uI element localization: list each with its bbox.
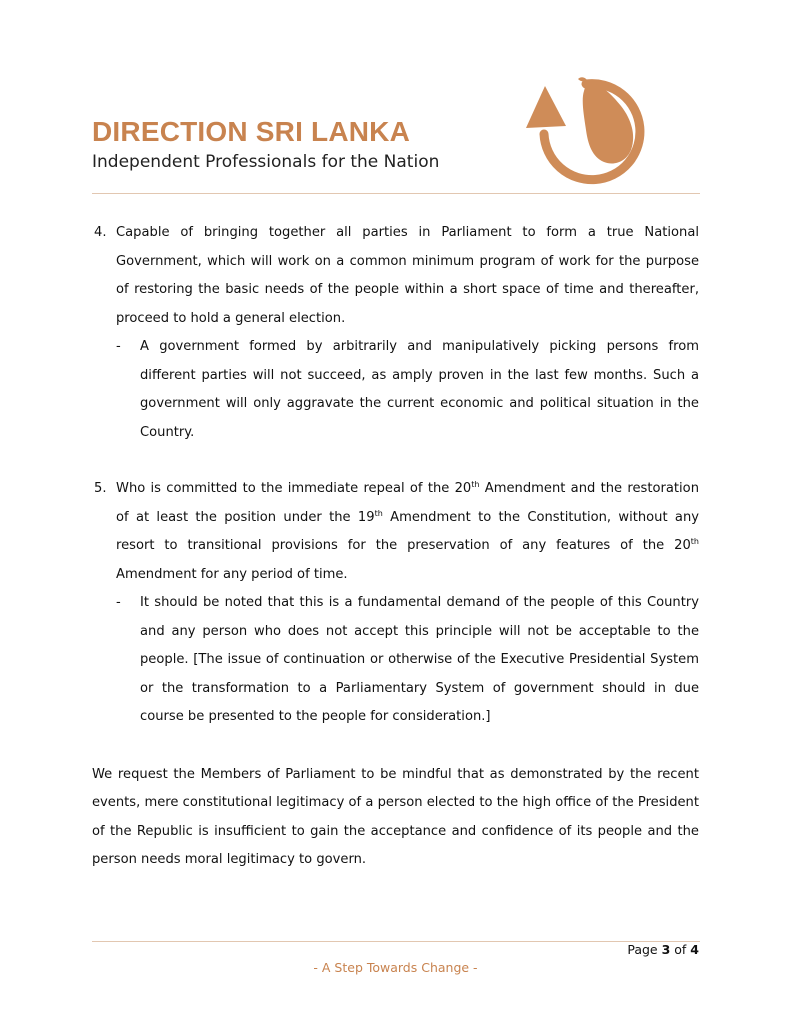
letterhead — [92, 116, 439, 172]
sub-point — [92, 333, 699, 447]
organization-name: DIRECTION SRI LANKA — [92, 116, 411, 147]
list-number: 4. — [94, 225, 107, 240]
sri-lanka-circular-arrow-icon — [518, 64, 658, 188]
list-item-text: Who is committed to the immediate repeal of the 20th Amendment and the restoration of at least the position under the 19th Amendment to the Constitution, without any resort to transitional provisions for the preservation of any features of the 20th Amendment for any period of time. — [116, 480, 700, 582]
sub-point-text: A government formed by arbitrarily and manipulatively picking persons from different parties will not succeed, as amply proven in the last few months. Such a government will only aggravate the current economic and political situation in the Country. — [140, 339, 699, 440]
list-item-4 — [92, 219, 699, 333]
dash-bullet: - — [116, 595, 121, 610]
footer-divider — [92, 941, 700, 942]
header-divider — [92, 193, 700, 194]
page-number: Page 3 of 4 — [627, 942, 699, 957]
list-item-5 — [92, 475, 699, 589]
list-item-text: Capable of bringing together all parties in Parliament to form a true National Government, which will work on a common minimum program of work for the purpose of restoring the basic needs of the people within a short space of time and thereafter, proceed to hold a general election. — [116, 225, 699, 326]
closing-paragraph: We request the Members of Parliament to be mindful that as demonstrated by the recent events, mere constitutional legitimacy of a person elected to the high office of the President of the Republic is insufficient to gain the acceptance and confidence of its people and the person needs moral legitimacy to govern. — [92, 766, 699, 867]
document-body — [92, 219, 699, 875]
organization-tagline: Independent Professionals for the Nation — [92, 152, 440, 172]
sub-point — [92, 589, 699, 732]
list-number: 5. — [94, 481, 107, 496]
sub-point-text: It should be noted that this is a fundamental demand of the people of this Country and any person who does not accept this principle will not be acceptable to the people. [The issue of continuation or otherwise of the Executive Presidential System or the transformation to a Parliamentary System of government should in due course be presented to the people for consideration.] — [140, 595, 699, 724]
dash-bullet: - — [116, 339, 121, 354]
footer-slogan: - A Step Towards Change - — [313, 960, 478, 975]
